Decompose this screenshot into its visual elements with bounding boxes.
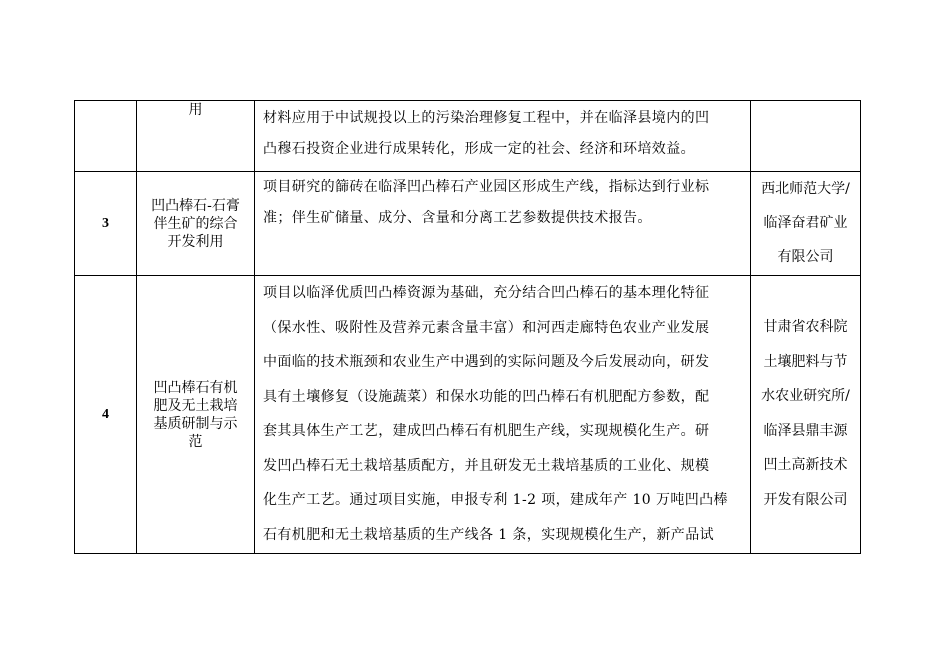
organization-line: 开发有限公司: [763, 491, 848, 508]
content-line: 材料应用于中试规投以上的污染治理修复工程中，并在临泽县境内的凹: [263, 110, 710, 126]
project-name-line: 肥及无土栽培: [153, 397, 238, 414]
project-content-cell: [255, 101, 751, 172]
content-line: 具有土壤修复（设施蔬菜）和保水功能的凹凸棒石有机肥配方参数，配: [263, 388, 710, 405]
content-line: 中面临的技术瓶颈和农业生产中遇到的实际问题及今后发展动向，研发: [263, 354, 710, 370]
project-content-cell: [255, 276, 751, 554]
organization-cell: [751, 276, 861, 554]
row-number-cell: [75, 101, 137, 172]
organization-line: 凹土高新技术: [763, 457, 848, 473]
project-name-line: 凹凸棒石有机: [153, 379, 238, 396]
project-name-cell: [137, 172, 255, 276]
organization-line: 甘肃省农科院: [763, 319, 848, 335]
project-name-cell: [137, 276, 255, 554]
content-line: 项目研究的篩砖在临泽凹凸棒石产业园区形成生产线，指标达到行业标: [263, 179, 710, 195]
table-row: [75, 276, 861, 554]
row-number-cell: [75, 276, 137, 554]
content-line: 发凹凸棒石无土栽培基质配方，并且研发无土栽培基质的工业化、规模: [263, 457, 710, 474]
content-line: 项目以临泽优质凹凸棒资源为基础，充分结合凹凸棒石的基本理化特征: [263, 285, 710, 301]
organization-cell: [751, 101, 861, 172]
project-name-line: 基质研制与示: [153, 415, 238, 432]
project-name-line: 范: [188, 433, 203, 450]
table-row: [75, 172, 861, 276]
content-line: 凸穆石投资企业进行成果转化，形成一定的社会、经济和环培效益。: [263, 141, 695, 157]
project-name-line: 伴生矿的综合: [153, 215, 238, 232]
content-line: 化生产工艺。通过项目实施，申报专利 1-2 项，建成年产 10 万吨凹凸棒: [263, 492, 728, 508]
content-line: 准；伴生矿储量、成分、含量和分离工艺参数提供技术报告。: [263, 210, 652, 226]
project-name-line: 凹凸棒石-石膏: [151, 197, 240, 214]
table-row: [75, 101, 861, 172]
content-line: 石有机肥和无土栽培基质的生产线各 1 条，实现规模化生产，新产品试: [263, 526, 715, 543]
content-line: （保水性、吸附性及营养元素含量丰富）和河西走廊特色农业产业发展: [263, 319, 710, 336]
row-number: 3: [102, 215, 109, 231]
row-number-cell: [75, 172, 137, 276]
organization-line: 土壤肥料与节: [763, 353, 848, 370]
project-table: [74, 100, 861, 554]
project-name-line: 用: [188, 102, 203, 118]
organization-line: 西北师范大学/: [761, 181, 850, 197]
organization-cell: [751, 172, 861, 276]
content-line: 套其具体生产工艺，建成凹凸棒石有机肥生产线，实现规模化生产。研: [263, 423, 710, 439]
organization-line: 有限公司: [777, 249, 834, 265]
project-content-cell: [255, 172, 751, 276]
row-number: 4: [102, 406, 109, 422]
project-name-cell: [137, 101, 255, 172]
organization-line: 临泽县鼎丰源: [763, 422, 848, 439]
organization-line: 临泽奋君矿业: [763, 215, 848, 231]
project-name-line: 开发利用: [167, 233, 224, 250]
organization-line: 水农业研究所/: [761, 388, 850, 404]
